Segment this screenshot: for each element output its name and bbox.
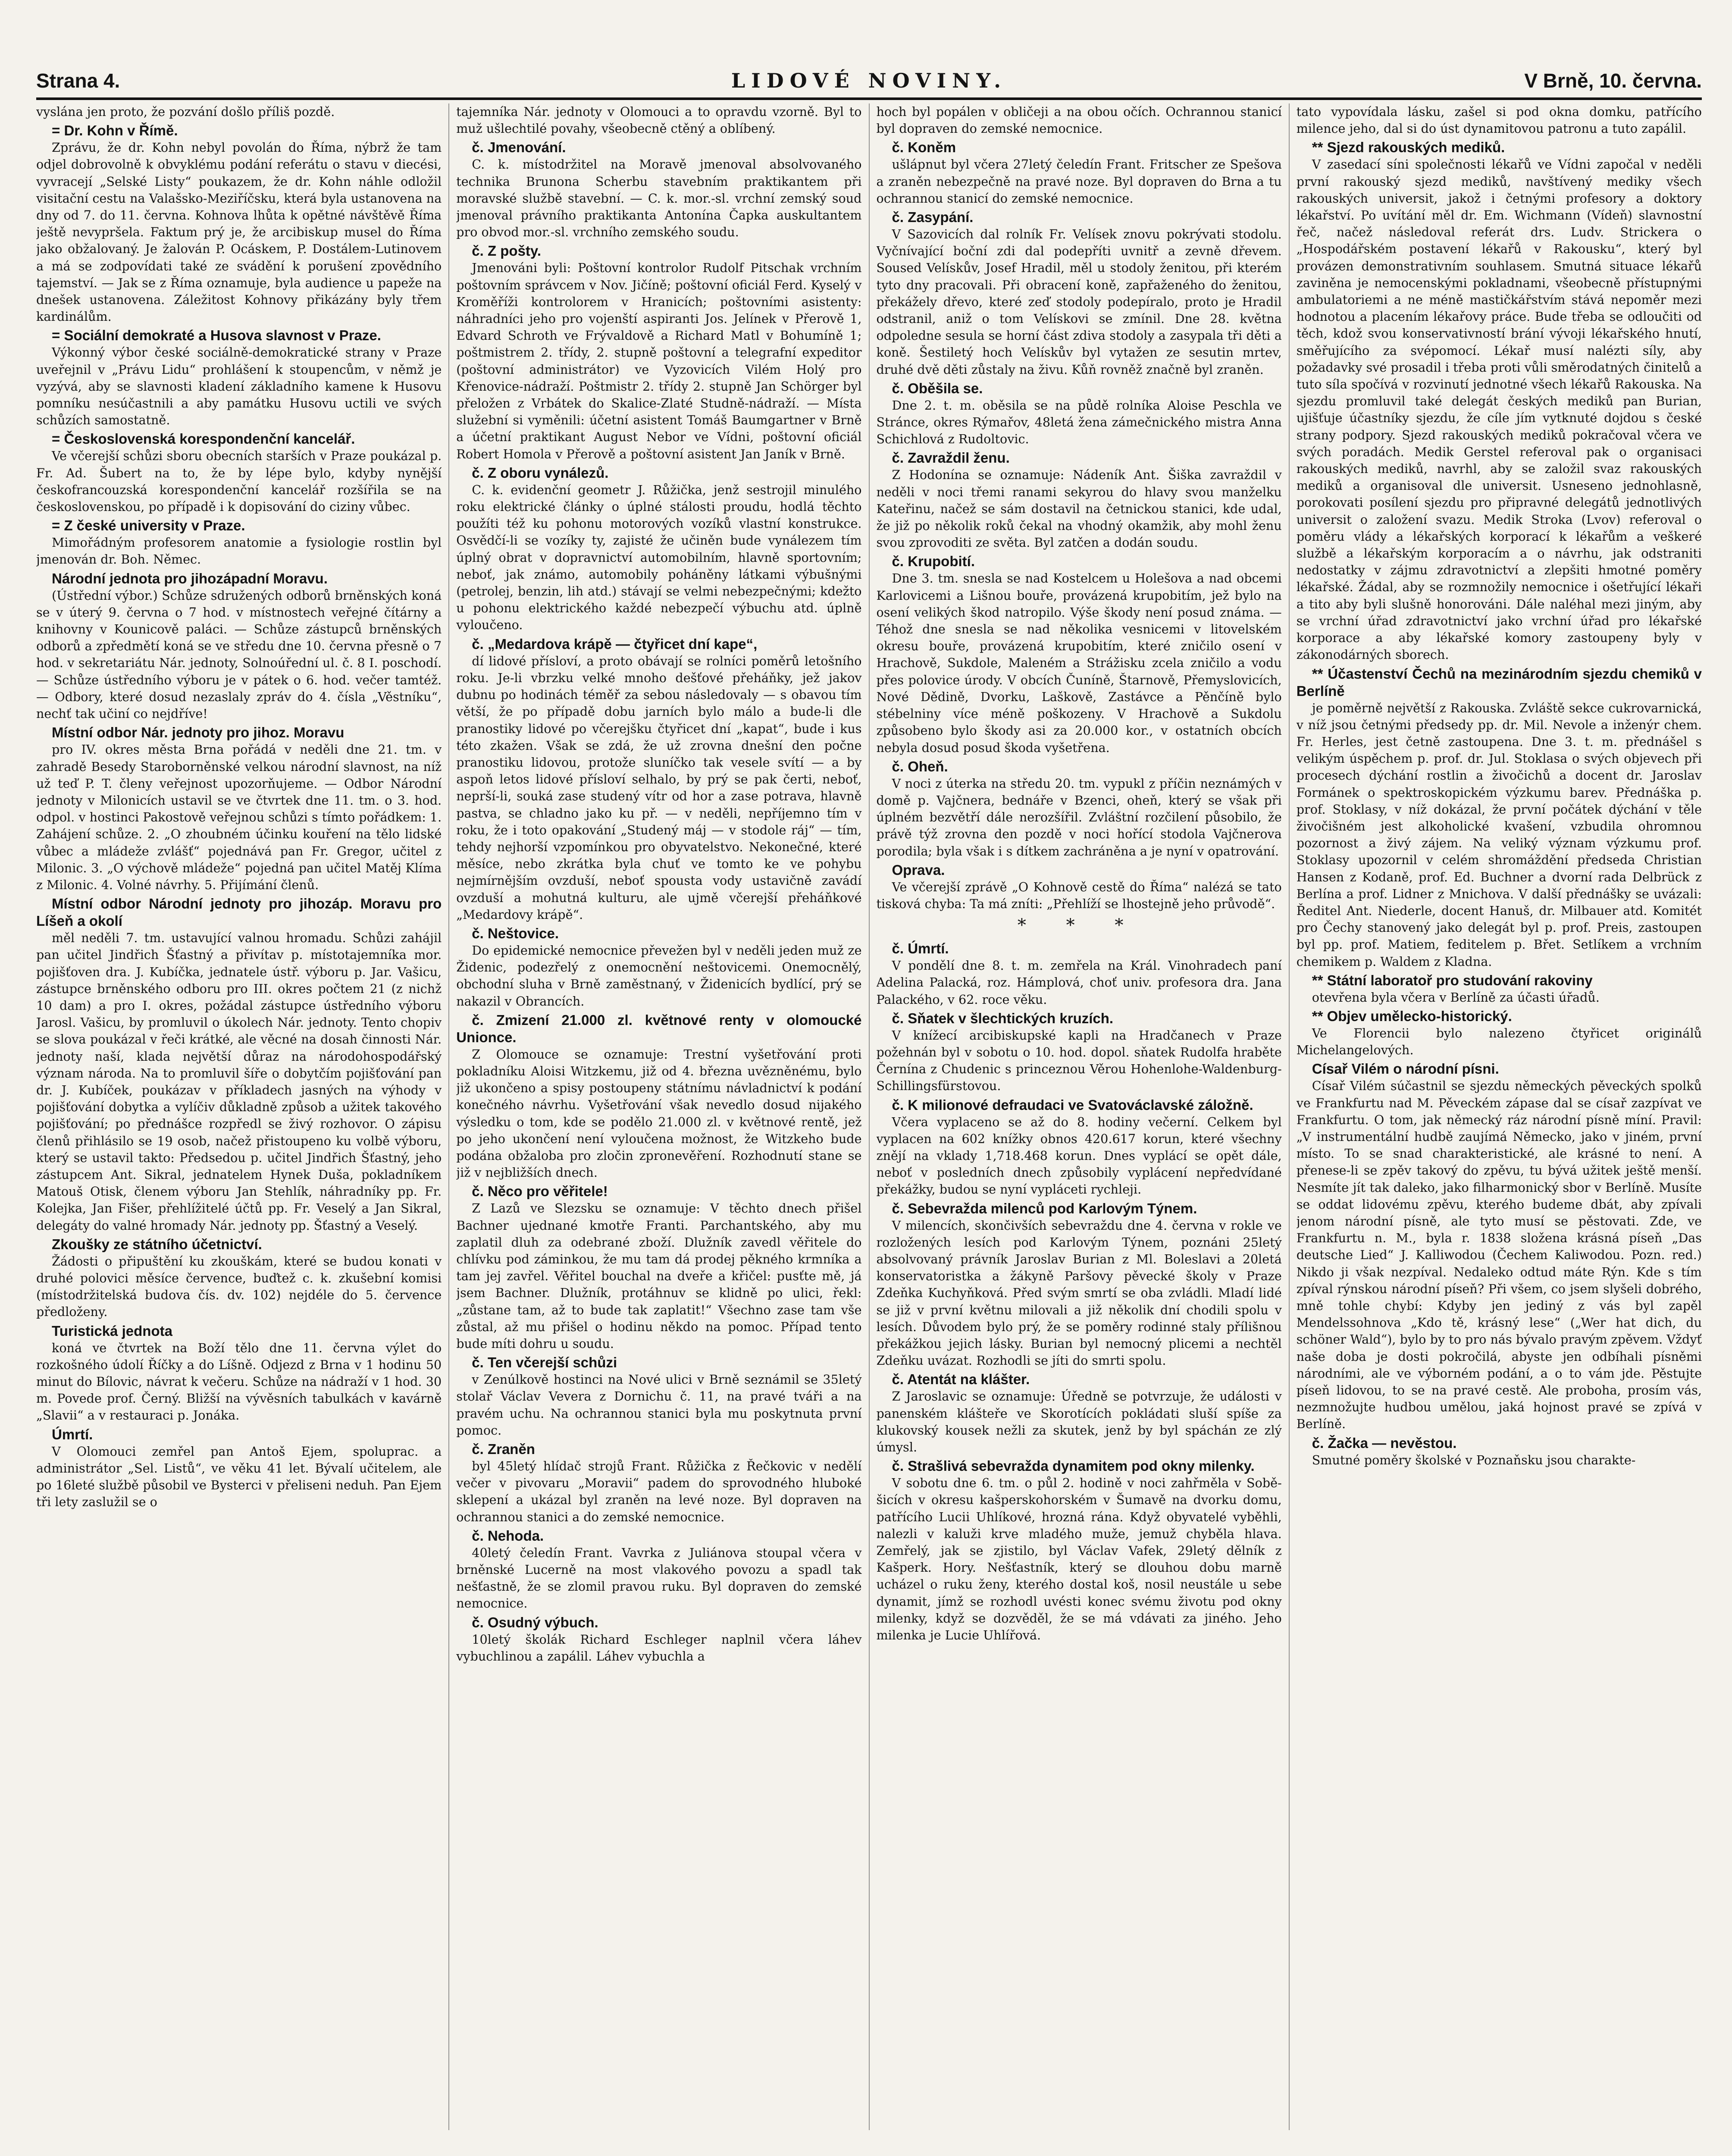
page-number: Strana 4. [36, 69, 120, 92]
article-headline: č. Sebevražda milenců pod Karlovým Týnem. [892, 1200, 1197, 1216]
article-paragraph: Ve Florencii bylo nalezeno čtyřicet originálů Michelangelových. [1296, 1025, 1702, 1058]
column-4 [1297, 103, 1702, 2130]
article-headline: č. Něco pro věřitele! [472, 1183, 608, 1200]
article-headline: č. Nehoda. [472, 1527, 544, 1544]
article-paragraph: 10letý školák Richard Eschleger naplnil včera láhev vybuchlinou a zapálil. Láhev vybuchla a [456, 1632, 862, 1664]
article-paragraph: tato vypovídala lásku, zašel si pod okna domku, patřícího milence jeho, dal si do úst dynamitovou patronu a tuto zapálil. [1296, 104, 1702, 136]
header-rule [36, 97, 1702, 100]
article-headline: = Sociální demokraté a Husova slavnost v Praze. [52, 327, 381, 344]
article-paragraph: Do epidemické nemocnice převežen byl v neděli jeden muž ze Židenic, podezřelý z onemocnění neštovicemi. Onemocnělý, obchodní sluha v Brně zaměstnaný, v Židenicích bydlící, prý se nakazil v Obrancích. [456, 943, 862, 1009]
article-headline: č. Jmenování. [472, 139, 566, 156]
article-headline: Místní odbor Nár. jednoty pro jihoz. Moravu [52, 724, 345, 741]
article-paragraph: Z Hodonína se oznamuje: Nádeník Ant. Šiška zavraždil v neděli v noci třemi ranami sekyrou do hlavy svou manželku Kateřinu, načež se sám dostavil na četnickou stanici, kde udal, že již po několik roků čekal na vhodný okamžik, aby mohl ženu svou zprovoditi ze světa. Byl zatčen a dodán soudu. [876, 467, 1282, 550]
article-headline: č. Z oboru vynálezů. [472, 464, 609, 481]
article-headline: = Z české university v Praze. [52, 517, 245, 534]
page-header [36, 65, 1702, 95]
article-paragraph: Z Olomouce se oznamuje: Trestní vyšetřování proti pokladníku Aloisi Witzkemu, již od 4. března uvězněnému, bylo již ukončeno a spisy postoupeny státnímu návladnictví k podání konečného návrhu. Vyšetřování však nevedlo dosud nijakého výsledku o tom, kde se podělo 21.000 zl. v květnové rentě, jež po jeho ukončení není vyloučena možnost, že Witzkeho bude podána obžaloba pro zločin zpronevěření. Rozhodnutí stane se již v nejbližších dnech. [456, 1047, 862, 1180]
article-headline: č. Neštovice. [472, 925, 559, 941]
article-paragraph: Z Lazů ve Slezsku se oznamuje: V těchto dnech přišel Bachner ujednané kmotře Franti. Parchantského, aby mu zaplatil dluh za odebrané zboží. Dlužník zavedl věřitele do chlívku pod záminkou, že mu tam dá prodej pěkného krmníka a tam jej zavřel. Věřitel bouchal na dveře a křičel: pusťte mě, já jsem Bachner. Dlužník, protáhnuv se klidně po ulici, řekl: „zůstane tam, až to bude tak zaplatit!“ Všechno zase tam vše zůstal, až mu přišel o hodinu někdo na pomoc. Případ tento bude míti dohru u soudu. [456, 1201, 862, 1351]
column-divider [448, 103, 449, 2130]
article-columns [36, 103, 1702, 2130]
article-headline: = Československá korespondenční kancelář. [52, 431, 355, 447]
article-paragraph: měl neděli 7. tm. ustavující valnou hromadu. Schůzi zahájil pan učitel Jindřich Šťastný a přivítav p. místotajemníka mor. pojišťoven dra. J. Kubíčka, jednatele ústř. výboru p. Jar. Vašicu, zástupce brněnského odboru pro III. okres počtem 21 (z nichž 10 dam) a pro I. okres, požádal zástupce ústředního výboru Jarosl. Vašicu, by promluvil o úkolech Nár. jednoty. Tento chopiv se slova poukázal v řeči krátké, ale věcné na dosah činnosti Nár. jednoty naší, klada největší důraz na národohospodářský význam národa. Na to promluvil šíře o dobytčím pojišťování pan dr. J. Kubíček, poukázav v příkladech jasných na výhody v pojišťování dobytka a vylíčiv důkladně způsob a užitek takového pojišťování; po přednášce rozpředl se živý rozhovor. O zápisu členů přihlásilo se 19 osob, načež přistoupeno ku volbě výboru, který se ustavil takto: Předsedou p. učitel Jindřich Šťastný, jeho zástupcem Ant. Sikral, jednatelem Hynek Duša, pokladníkem Matouš Otisk, členem výboru Jan Stehlík, náhradníky pp. Fr. Kolejka, Jan Fišer, přehlížitelé účtů pp. Fr. Veselý a Jan Sikral, delegáty do valné hromady Nár. jednoty pp. Šťastný a Veselý. [36, 931, 442, 1233]
article-headline: č. Koněm [892, 139, 956, 156]
article-paragraph: V sobotu dne 6. tm. o půl 2. hodině v noci zahřměla v Soběšicích v okresu kašperskohorském v Šumavě na dvorku domu, patřícího Lucii Uhlíkové, hrozná rána. Když obyvatelé vyběhli, nalezli v kaluži krve mladého muže, jemuž chyběla hlava. Zemřelý, jak se zjistilo, byl Václav Vafek, 29letý dělník z Kašperk. Hory. Nešťastník, který se dlouhou dobu marně ucházel o ruku ženy, kterého dostal koš, nosil neustále u sebe dynamit, jímž se rozhodl uvésti konec svému životu pod okny milenky, když se dozvěděl, že se má vdávati za jiného. Jeho milenka je Lucie Uhlířová. [876, 1476, 1282, 1643]
article-headline: č. Oheň. [892, 758, 948, 774]
article-paragraph: vyslána jen proto, že pozvání došlo příliš pozdě. [36, 104, 335, 119]
column-divider [869, 103, 870, 2130]
article-paragraph: C. k. místodržitel na Moravě jmenoval absolvovaného technika Brunona Scherbu stavebním praktikantem při moravské službě stavební. — C. k. mor.-sl. vrchní zemský soud jmenoval právního praktikanta Antonína Čapka auskultantem pro obvod mor.-sl. vrchního zemského soudu. [456, 157, 862, 240]
article-paragraph: Ve včerejší zprávě „O Kohnově cestě do Říma“ nalézá se tato tisková chyba: Ta má zníti: „Přehlíží se lhostejně jeho průvodě“. [876, 879, 1282, 911]
article-paragraph: (Ústřední výbor.) Schůze sdružených odborů brněnských koná se v úterý 9. června o 7 hod. v místnostech veřejné čítárny a knihovny v Kounicově paláci. — Schůze zástupců brněnských odborů a zpředmětí koná se ve středu dne 10. června přesně o 7 hod. v sekretariátu Nár. jednoty, Solnoúřední ul. č. 8 I. poschodí. — Schůze ústředního výboru je v pátek o 6. hod. večer tamtéž. — Odbory, které dosud nezaslaly zpráv do 4. čísla „Věstníku“, nechť tak učiní co nejdříve! [36, 588, 442, 721]
article-paragraph: V noci z úterka na středu 20. tm. vypukl z příčin neznámých v domě p. Vajčnera, bednáře v Bzenci, oheň, který se však při úplném bezvětří dále nerozšířil. Zvláštní rozčilení působilo, že právě týž zrovna den pozdě v noci hořící stodola Vajčnerova porodila; byla však i s dítkem zachráněna a je nyní v opatrování. [876, 776, 1282, 859]
section-separator: * * * [1017, 915, 1141, 936]
article-headline: č. Ten včerejší schůzi [472, 1354, 617, 1371]
article-headline: č. K milionové defraudaci ve Svatováclavské záložně. [892, 1097, 1253, 1113]
article-headline: ** Objev umělecko-historický. [1312, 1008, 1512, 1024]
article-paragraph: Žádosti o připuštění ku zkouškám, které se budou konati v druhé polovici měsíce července, buďtež c. k. zkušební komisi (místodržitelská budova čís. dv. 102) nejdéle do 5. července předloženy. [36, 1253, 442, 1319]
article-paragraph: Mimořádným profesorem anatomie a fysiologie rostlin byl jmenován dr. Boh. Němec. [36, 535, 442, 567]
article-paragraph: dí lidové přísloví, a proto obávají se rolníci poměrů letošního roku. Je-li vbrzku velké mnoho dešťové přeháňky, jež jakov dubnu po hodinách téměř za sebou následovaly — s obavou tím větší, že po případě dobu jarních bylo málo a bude-li dle pranostiky lidové po včerejšku čtyřicet dní „kapat“, bude i kus této zkažen. Však se zdá, že už zrovna dnešní den počne pranostiku lidovou, protože sluníčko tak vesele svítí — a by aspoň letos lidové přísloví selhalo, by prý se pak čerti, neboť, neprší-li, souká zase studený vítr od hor a zase potrava, hlavně pastva, se chladno jako ku př. — v neděli, nepříjemno tím v roku, že i toto opakování „Studený máj — v stodole ráj“ — tím, tehdy nejhorší vzpomínkou pro obyvatelstvo. Nekonečné, které měsíce, nebo zkrátka byla chuť ve tomto ke ve pohybu nejmírnějším ovzduší, neboť spousta vody ustavičně zavádí ovzduší a mohutná kulturu, ale ujmě včerejší přeháňkové „Medardovy krápě“. [456, 653, 862, 922]
article-headline: ** Státní laboratoř pro studování rakoviny [1312, 972, 1593, 988]
article-headline: Místní odbor Národní jednoty pro jihozáp. Moravu pro Líšeň a okolí [36, 896, 442, 929]
article-headline: č. Oběšila se. [892, 380, 983, 396]
article-paragraph: V Sazovicích dal rolník Fr. Velísek znovu pokrývati stodolu. Vyčnívající boční zdi dal podepříti uvnitř a zevně dřevem. Soused Velískův, Josef Hradil, měl u stodoly ženitou, při kterém tyto dny pracovali. Při obracení koně, zapřaženého do ženitou, překážely dřevo, které zeď stodoly podepíralo, proto je Hradil odstranil, aniž o tom Velískovi se zmínil. Dne 28. května odpoledne sesula se horní část zdiva stodoly a zasypala tři děti a koně. Šestiletý hoch Velískův byl vytažen ze sesutin mrtev, druhé dvě děti zůstaly na živu. Kůň rovněž značně byl zraněn. [876, 227, 1282, 377]
article-headline: č. Z pošty. [472, 243, 541, 259]
article-paragraph: Smutné poměry školské v Poznaňsku jsou charakte- [1312, 1452, 1636, 1467]
article-headline: č. Zasypání. [892, 209, 974, 226]
article-paragraph: v Zenúlkově hostinci na Nové ulici v Brně seznámil se 35letý stolař Václav Vevera z Dornichu č. 11, na pravé tváři a na pravém uchu. Na ochrannou stanici byla mu poskytnuta první pomoc. [456, 1372, 862, 1438]
article-paragraph: otevřena byla včera v Berlíně za účasti úřadů. [1312, 990, 1600, 1005]
article-headline: Národní jednota pro jihozápadní Moravu. [52, 570, 328, 586]
article-paragraph: tajemníka Nár. jednoty v Olomouci a to opravdu vzorně. Byl to muž ušlechtilé povahy, všeobecně ctěný a oblíbený. [456, 104, 862, 136]
article-headline: č. Krupobití. [892, 553, 975, 570]
article-paragraph: koná ve čtvrtek na Boží tělo dne 11. června výlet do rozkošného údolí Říčky a do Líšně. Odjezd z Brna v 1 hodinu 50 minut do Bílovic, návrat k večeru. Schůze na nádraží v 1 hod. 30 m. Povede prof. Černý. Bližší na vývěsních tabulkách v kavárně „Slavii“ a v restauraci p. Jonáka. [36, 1340, 442, 1423]
article-headline: č. Žačka — nevěstou. [1312, 1435, 1457, 1451]
article-paragraph: pro IV. okres města Brna pořádá v neděli dne 21. tm. v zahradě Besedy Staroborněnské velkou národní slavnost, na níž už teď P. T. členy veřejnost upozorňujeme. — Odbor Národní jednoty v Milonicích ustavil se ve čtvrtek dne 11. tm. o 3. hod. odpol. v hostinci Pakostově veřejnou schůzi s tímto pořádkem: 1. Zahájení schůze. 2. „O zhoubném účinku kouření na tělo lidské vůbec a mládeže zvlášť“ pojednává pan Fr. Gregor, učitel z Milonic. 3. „O výchově mládeže“ pojedná pan učitel Matěj Klíma z Milonic. 4. Volné návrhy. 5. Přijímání členů. [36, 742, 442, 892]
article-paragraph: V milencích, skončivších sebevraždu dne 4. června v rokle ve rozložených lesích pod Karlovým Týnem, poznáni 25letý absolvovaný právník Jaroslav Burian z Ml. Boleslavi a 20letá konservatoristka a žákyně Paršovy pěvecké školy v Praze Zdeňka Kuchyňková. Před svým smrtí se oba zvládli. Mladí lidé se již v první květnu milovali a již několik dní chodili spolu v lesích. Důvodem bylo prý, že se poměry rodinné staly přílišnou překážkou jejich lásky. Burian byl nemocný plicemi a nechtěl Zdeňku uvázat. Rozhodli se jíti do smrti spolu. [876, 1218, 1282, 1368]
article-headline: č. Strašlivá sebevražda dynamitem pod okny milenky. [892, 1458, 1255, 1474]
article-paragraph: Výkonný výbor české sociálně-demokratické strany v Praze uveřejnil v „Právu Lidu“ prohlášení k stoupencům, v němž je vyzývá, aby se slavnosti kladení základního kamene k Husovu pomníku nesúčastnili a aby památku Husovu uctili ve svých schůzích samostatně. [36, 345, 442, 428]
column-1 [36, 103, 442, 2130]
article-headline: č. Zavraždil ženu. [892, 450, 1010, 466]
article-paragraph: Dne 2. t. m. oběsila se na půdě rolníka Aloise Peschla ve Stránce, okres Rýmařov, 48letá žena zámečnického mistra Anna Schichlová z Rudoltovic. [876, 398, 1282, 447]
masthead-title: LIDOVÉ NOVINY. [731, 69, 1007, 92]
article-headline: č. Zraněn [472, 1441, 535, 1457]
article-paragraph: V pondělí dne 8. t. m. zemřela na Král. Vinohradech paní Adelina Palacká, roz. Hámplová, choť univ. profesora dra. Jana Palackého, v 62. roce věku. [876, 958, 1282, 1007]
article-paragraph: ušlápnut byl včera 27letý čeledín Frant. Fritscher ze Spešova a zraněn nebezpečně na pravé noze. Byl dopraven do Brna a tu ochrannou stanicí do zemské nemocnice. [876, 157, 1282, 206]
article-paragraph: Dne 3. tm. snesla se nad Kostelcem u Holešova a nad obcemi Karlovicemi a Lišnou bouře, provázená krupobitím, jež bylo na osení velikých škod natropilo. Výše škody není posud známa. — Téhož dne snesla se nad několika vesnicemi v litovelském okresu bouře, provázená krupobitím, které zničilo osení v Hrachově, Sukdole, Maleném a Strážisku zcela zničilo a vodu přes polovice úrody. V obcích Čuníně, Štarnově, Přemyslovicích, Nové Dědině, Dvorku, Laškově, Zastávce a Pěnčíně bylo stébelniny více méně poškozeny. V Hrachově a Sukdolu způsobeno bylo škody asi za 20.000 kor., v ostatních obcích nebyla dosud posud škoda vyšetřena. [876, 571, 1282, 755]
column-divider [1289, 103, 1290, 2130]
article-headline: ** Sjezd rakouských mediků. [1312, 139, 1505, 156]
article-paragraph: Včera vyplaceno se až do 8. hodiny večerní. Celkem byl vyplacen na 602 knížky obnos 420.617 korun, které všechny znějí na vklady 1,718.468 korun. Dnes vyplácí se opět dále, neboť v posledních dnech způsobily vyplácení nepředvídané překážky, budou se nyní vypláceti rychleji. [876, 1114, 1282, 1197]
article-paragraph: Z Jaroslavic se oznamuje: Úředně se potvrzuje, že události v panenském klášteře ve Skorotících pokládati sluší spíše za klukovský kousek nežli za skutek, jenž by byl spáchán ze zlý úmysl. [876, 1389, 1282, 1454]
column-3 [877, 103, 1282, 2130]
article-paragraph: V zasedací síni společnosti lékařů ve Vídni započal v neděli první rakouský sjezd mediků, navštívený mediky všech rakouských universit, jakož i četnými profesory a doktory lékařství. Po uvítání měl dr. Em. Wichmann (Vídeň) slavnostní řeč, načež následoval referát drs. Ludv. Strickera o „Hospodářském postavení lékařů v Rakousku“, který byl provázen demonstrativním souhlasem. Smutná situace lékařů zaviněna je nemocenskými pokladnami, všeobecně přístupnými ambulatoriemi a ne méně mastičkářstvím stává nepoměr mezi hodnotou a placením lékařovy práce. Bude třeba se odloučiti od těch, kdož svou konservativností brání vývoji lékařského hnutí, směřujícího za svépomocí. Lékař musí nalézti síly, aby požadavky své prosadil i třeba proti vůli směrodatných činitelů a tuto síla spočívá v rozvinutí jednotné všech lékařů Rakouska. Na sjezdu promluvil také delegát českých mediků pan Burian, ujišťuje účastníky sjezdu, že cíle jím vytknuté dojdou s české strany podpory. Sjezd rakouských mediků pokračoval včera ve svých poradách. Medik Gerstel referoval pak o organisaci rakouských mediků, navrhl, aby se založil svaz rakouských mediků a organisoval dle universit. Usneseno jednohlasně, porokovati posílení sjezdu pro připravné delegátů jednotlivých universit o založení svazu. Medik Stroka (Lvov) referoval o poměru vlády a lékařských korporací k lékařům a veškeré službě a lékařským korporacím a o návrhu, jak odstraniti nedostatky v zájmu zdravotnictví a zlepšiti hmotné poměry lékařské. Žádal, aby se rozmnožily nemocnice i ošetřující lékaři a tito aby byli slušně honorováni. Dále naléhal mezi jiným, aby se vrchní úřad zdravotnictví jako vrchní úřad pro lékařské korporace a aby lékařské komory zastoupeny byly v zákonodárných sborech. [1296, 157, 1702, 662]
article-headline: ** Účastenství Čechů na mezinárodním sjezdu chemiků v Berlíně [1296, 665, 1702, 699]
article-headline: č. Úmrtí. [892, 940, 949, 957]
article-headline: Úmrtí. [52, 1426, 93, 1442]
article-headline: Císař Vilém o národní písni. [1312, 1061, 1499, 1077]
article-headline: č. „Medardova krápě — čtyřicet dní kape“, [472, 636, 758, 652]
article-paragraph: je poměrně největší z Rakouska. Zvláště sekce cukrovarnická, v níž jsou četnými předsedy pp. dr. Mil. Nevole a inženýr chem. Fr. Herles, jest četně zastoupena. Dne 3. t. m. přednášel s velikým úspěchem p. prof. dr. Jul. Stoklasa o svých objevech při procesech dýchání rostlin a živočichů a docent dr. Jaroslav Formánek o spektroskopickém výzkumu barev. Přednáška p. prof. Stoklasy, v níž dokázal, že první počátek dýchání v těle živočišném jest alkoholické kvašení, vzbudila ohromnou pozornost a živý zájem. Na veliký význam výzkumu prof. Stoklasy upozornil v celém shromáždění předseda Christian Hansen z Kodaně, prof. Ed. Buchner a dvorní rada Delbrück z Berlína a prof. Lidner z Mnichova. V další přednášky se uvázali: Ředitel Ant. Niederle, docent Hanuš, dr. Milbauer atd. Komitét pro Čechy stanovený jako delegát byl p. prof. Preis, zastoupen byl pp. prof. Matiem, feditelem p. Břet. Setlíkem a vrchním chemikem p. Waldem z Kladna. [1296, 700, 1702, 969]
issue-date: V Brně, 10. června. [1524, 69, 1702, 92]
article-paragraph: Císař Vilém súčastnil se sjezdu německých pěveckých spolků ve Frankfurtu nad M. Pěveckém zápase dal se císař zazpívat ve Frankfurtu. O tom, jak německý ráz národní písně míní. Pravil: „V instrumentální hudbě zaujímá Německo, jako v jiném, první místo. To se snad charakteristické, ale krásné to není. A přenese-li se zpěv takový do zpěvu, tu bývá užitek ještě menší. Nesmíte jít tak daleko, jako filharmonický sbor v Berlíně. Musíte se oddat lidovému zpěvu, kterého budeme dbát, aby zpívali jenom národní písně, ale tyto musí se pěstovati. Zde, ve Frankfurtu n. M., byla r. 1838 složena krásná píseň „Das deutsche Lied“ J. Kalliwodou (Čechem Kaliwodou. Pozn. red.) Nikdo ji však nezpíval. Nedaleko odtud máte Rýn. Kde s tím zpíval rýnskou národní píseň? Při všem, co jsem slyšeli dobrého, mně tohle chybí: Kdyby jen jediný z vás byl zapěl Mendelssohnova „Kdo tě, krásný lese“ („Wer hat dich, du schöner Wald“), bylo by to pro nás bývalo pravým zpěvem. Vždyť naše doba je dosti pokročilá, abyste jen odbíhali písněmi národními, ale ve výborném podání, a o to vám jde. Pěstujte píseň lidovou, to se na pravé cestě. Ale proboha, prosím vás, nezmnožujte hudbou umělou, jaká hojnost pravé se zpívá v Berlíně. [1296, 1078, 1702, 1432]
article-paragraph: C. k. evidenční geometr J. Růžička, jenž sestrojil minulého roku elektrické články o úplné stálosti proudu, hodlá těchto použíti též ku pohonu motorových vozíků vlastní konstrukce. Osvědčí-li se vozíky ty, zajisté že učiněn bude vynálezem tím úplný obrat v dopravnictví automobilním, hlavně sportovním; neboť, jak známo, automobily poháněny látkami výbušnými (petrolej, benzin, lih atd.) stávají se velmi nebezpečnými; kdežto u pohonu elektrického každé nebezpečí výbuchu atd. úplně vyloučeno. [456, 482, 862, 633]
column-2 [456, 103, 861, 2130]
article-headline: č. Atentát na klášter. [892, 1371, 1030, 1388]
article-headline: = Dr. Kohn v Římě. [52, 122, 178, 139]
article-paragraph: 40letý čeledín Frant. Vavrka z Juliánova stoupal včera v brněnské Lucerně na most vlakového povozu a spadl tak nešťastně, že se zlomil pravou ruku. Byl dopraven do zemské nemocnice. [456, 1545, 862, 1611]
article-paragraph: Ve včerejší schůzi sboru obecních starších v Praze poukázal p. Fr. Ad. Šubert na to, že by lépe bylo, kdyby nynější českofrancouzská korespondenční kancelář rozšířila se na československou, po případě i k dopisování do ciziny vůbec. [36, 448, 442, 514]
article-headline: Oprava. [892, 862, 945, 878]
article-paragraph: V Olomouci zemřel pan Antoš Ejem, spoluprac. a administrátor „Sel. Listů“, ve věku 41 let. Bývalí učitelem, ale po 16leté službě působil ve Bysterci v přeliseni neduh. Pan Ejem tři lety zaslužil se o [36, 1444, 442, 1510]
article-paragraph: Jmenováni byli: Poštovní kontrolor Rudolf Pitschak vrchním poštovním správcem v Nov. Jičíně; poštovní oficiál Ferd. Kyselý v Kroměříži kontrolorem v Hranicích; poštovními asistenty: náhradníci jeho pro vojenští aspiranti Jos. Jelínek v Přerově 1, Edvard Schroth ve Frývaldově a Richard Matl v Bohumíně 1; poštmistrem 2. třídy, 2. stupně poštovní a telegrafní expeditor (poštovní administrátor) ve Vyzovicích Vilém Holý pro Křenovice-nádraží. Poštmistr 2. třídy 2. stupně Jan Schörger byl přeložen z Vrbátek do Skalice-Zlaté Studně-nádraží. — Místa služební si vyměnili: účetní asistent Tomáš Baumgartner v Brně a účetní praktikant August Nebor ve Vídni, poštovní oficiál Robert Homola v Přerově a poštovní asistent Jan Janík v Brně. [456, 260, 862, 461]
article-paragraph: byl 45letý hlídač strojů Frant. Růžička z Řečkovic v nedělí večer v pivovaru „Moravii“ padem do sprovodného hluboké sklepení a ukázal byl zraněn na levé noze. Byl dopraven na ochrannou stanici a do zemské nemocnice. [456, 1459, 862, 1524]
article-headline: č. Osudný výbuch. [472, 1614, 598, 1630]
article-headline: č. Zmizení 21.000 zl. květnové renty v olomoucké Unionce. [456, 1012, 862, 1045]
article-paragraph: V knížecí arcibiskupské kapli na Hradčanech v Praze požehnán byl v sobotu o 10. hod. dopol. sňatek Rudolfa hraběte Černína z Chudenic s princeznou Věrou Hohenlohe-Waldenburg-Schillingsfürstovou. [876, 1028, 1282, 1094]
article-headline: Turistická jednota [52, 1322, 172, 1339]
article-headline: č. Sňatek v šlechtických kruzích. [892, 1010, 1114, 1026]
article-headline: Zkoušky ze státního účetnictví. [52, 1236, 262, 1252]
article-paragraph: Zprávu, že dr. Kohn nebyl povolán do Říma, nýbrž že tam odjel dobrovolně k obvyklému podání referátu o stavu v diecési, vyvracejí „Selské Listy“ poukazem, že dr. Kohn náhle odložil visitační cestu na Valašsko-Meziříčsku, která byla ustanovena na dny od 7. do 11. června. Kohnova lhůta k opětné návštěvě Říma ještě nevypršela. Faktum prý je, že arcibiskup musel do Říma jako obžalovaný. Je žalován P. Ocáskem, P. Dostálem-Lutinovem a má se zodpovídati také ze svádění k porušení zpovědního tajemství. — Jak se z Říma oznamuje, byla audience u papeže na dnešek ustanovena. Záležitost Kohnovy přikázány byly třem kardinálům. [36, 140, 442, 324]
article-paragraph: hoch byl popálen v obličeji a na obou očích. Ochrannou stanicí byl dopraven do zemské nemocnice. [876, 104, 1282, 136]
